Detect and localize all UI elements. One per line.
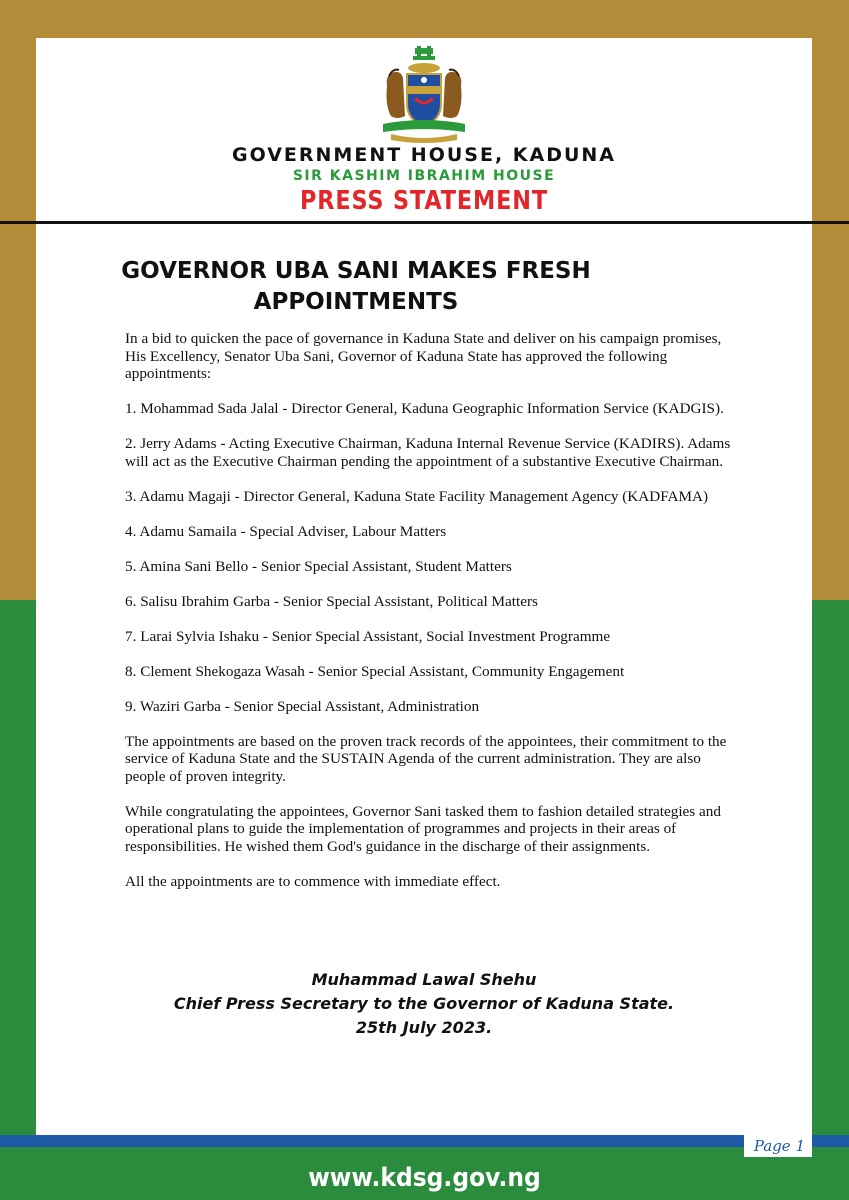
appointment-item-9: 9. Waziri Garba - Senior Special Assistant, Administration bbox=[125, 697, 480, 715]
website-link[interactable]: www.kdsg.gov.ng bbox=[308, 1163, 541, 1193]
header-divider bbox=[0, 221, 849, 224]
appointment-item-4: 4. Adamu Samaila - Special Adviser, Labour Matters bbox=[125, 522, 447, 540]
organization-subtitle: SIR KASHIM IBRAHIM HOUSE bbox=[292, 168, 556, 184]
headline-line-2: APPOINTMENTS bbox=[253, 289, 459, 315]
appointment-item-3: 3. Adamu Magaji - Director General, Kaduna State Facility Management Agency (KADFAMA) bbox=[125, 487, 709, 505]
appointment-item-2: 2. Jerry Adams - Acting Executive Chairman, Kaduna Internal Revenue Service (KADIRS). Adams will act as the Executive Chairman pending the appointment of a substantive Executive Chairman. bbox=[125, 435, 731, 470]
press-headline bbox=[96, 256, 616, 318]
statement-date: 25th July 2023. bbox=[355, 1018, 493, 1037]
coat-of-arms-icon bbox=[377, 46, 471, 146]
signatory-title: Chief Press Secretary to the Governor of Kaduna State. bbox=[173, 994, 675, 1013]
headline-line-1: GOVERNOR UBA SANI MAKES FRESH bbox=[121, 258, 591, 284]
rationale-paragraph: The appointments are based on the proven track records of the appointees, their commitment to the service of Kaduna State and the SUSTAIN Agenda of the current administration. They are also people of proven integrity. bbox=[125, 732, 727, 785]
appointment-item-6: 6. Salisu Ibrahim Garba - Senior Special Assistant, Political Matters bbox=[125, 592, 538, 610]
document-page bbox=[36, 38, 812, 1135]
document-type-label: PRESS STATEMENT bbox=[300, 186, 548, 216]
footer-blue-bar bbox=[0, 1135, 849, 1147]
appointment-item-7: 7. Larai Sylvia Ishaku - Senior Special Assistant, Social Investment Programme bbox=[125, 627, 611, 645]
signatory-name: Muhammad Lawal Shehu bbox=[311, 970, 537, 989]
appointment-item-5: 5. Amina Sani Bello - Senior Special Assistant, Student Matters bbox=[125, 557, 512, 575]
appointment-item-1: 1. Mohammad Sada Jalal - Director General, Kaduna Geographic Information Service (KADGIS). bbox=[125, 400, 724, 417]
appointment-item-8: 8. Clement Shekogaza Wasah - Senior Special Assistant, Community Engagement bbox=[125, 662, 625, 680]
organization-title: GOVERNMENT HOUSE, KADUNA bbox=[231, 144, 617, 166]
page-number: Page 1 bbox=[753, 1137, 805, 1155]
intro-paragraph: In a bid to quicken the pace of governance in Kaduna State and deliver on his campaign promises, His Excellency, Senator Uba Sani, Governor of Kaduna State has approved the following appointments: bbox=[125, 330, 722, 382]
congratulation-paragraph: While congratulating the appointees, Governor Sani tasked them to fashion detailed strategies and operational plans to guide the implementation of programmes and projects in their areas of responsibilities. He wished them God's guidance in the discharge of their assignments. bbox=[125, 802, 721, 855]
effect-paragraph: All the appointments are to commence with immediate effect. bbox=[125, 872, 501, 890]
signature-block bbox=[36, 968, 812, 1040]
statement-body bbox=[125, 330, 745, 908]
